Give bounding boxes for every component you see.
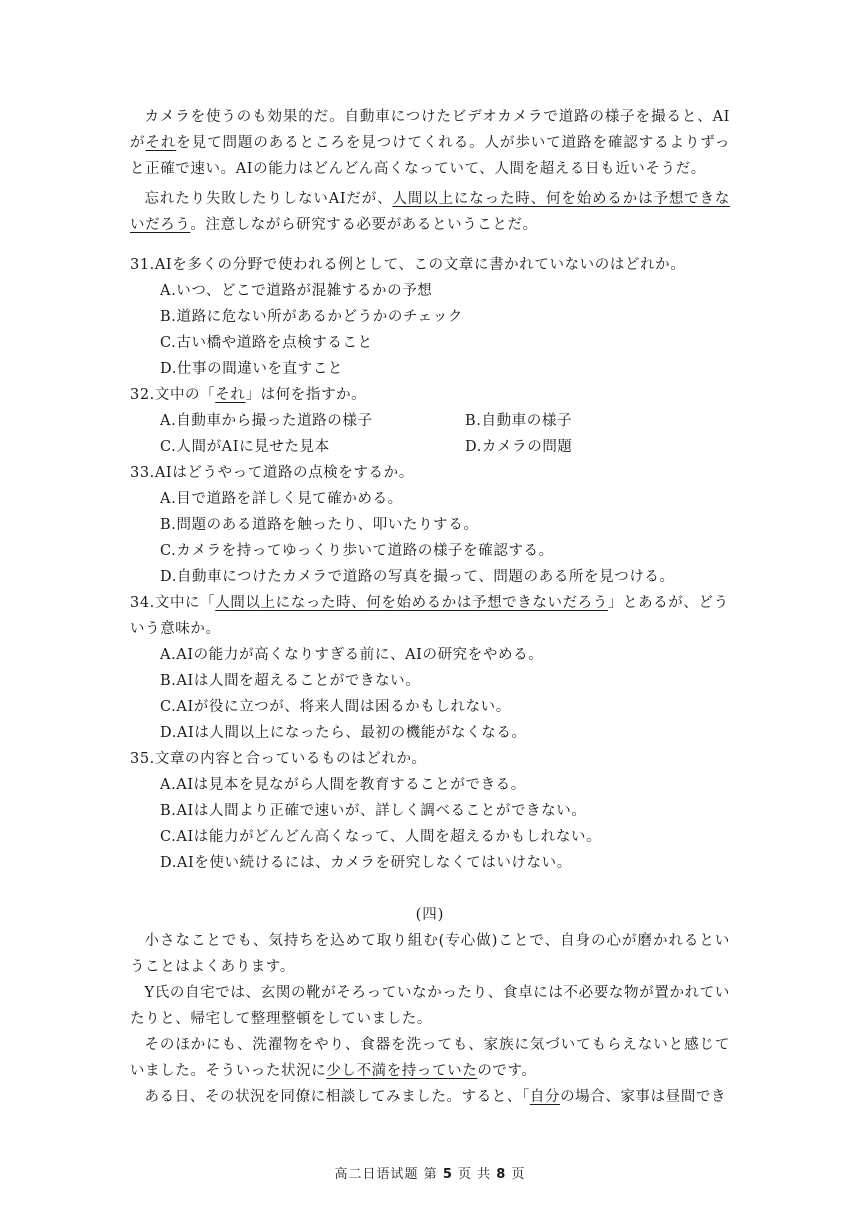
question-32 bbox=[130, 382, 730, 460]
option-a: A.目で道路を詳しく見て確かめる。 bbox=[160, 491, 403, 507]
option-d: D.AIを使い続けるには、カメラを研究しなくてはいけない。 bbox=[160, 855, 572, 871]
option-c: C.AIが役に立つが、将来人間は困るかもしれない。 bbox=[160, 699, 511, 715]
page-number: 5 bbox=[442, 1167, 453, 1182]
section4-paragraph-1: 小さなことでも、気持ちを込めて取り組む(专心做)ことで、自身の心が磨かれるということはよくあります。 bbox=[130, 933, 730, 975]
option-b: B.問題のある道路を触ったり、叩いたりする。 bbox=[160, 517, 479, 533]
total-pages: 8 bbox=[496, 1167, 507, 1182]
question-stem: 35.文章の内容と合っているものはどれか。 bbox=[130, 751, 427, 767]
option-d: D.自動車につけたカメラで道路の写真を撮って、問題のある所を見つける。 bbox=[160, 569, 675, 585]
option-a: A.AIは見本を見ながら人間を教育することができる。 bbox=[160, 777, 526, 793]
section-title: (四) bbox=[415, 907, 445, 923]
option-row bbox=[160, 408, 730, 434]
section4-paragraph-2: Y氏の自宅では、玄関の靴がそろっていなかったり、食卓には不必要な物が置かれていたりと、帰宅して整理整頓をしていました。 bbox=[130, 985, 730, 1027]
question-34 bbox=[130, 590, 730, 746]
question-stem: 32.文中の「それ」は何を指すか。 bbox=[130, 387, 367, 403]
underlined-text-prediction: 人間以上になった時、何を始めるかは予想できないだろう bbox=[130, 191, 730, 233]
option-a: A.AIの能力が高くなりすぎる前に、AIの研究をやめる。 bbox=[160, 647, 544, 663]
option-b: B.AIは人間より正確で速いが、詳しく調べることができない。 bbox=[160, 803, 587, 819]
section4-paragraph-3: そのほかにも、洗濯物をやり、食器を洗っても、家族に気づいてもらえないと感じていました。そういった状況に少し不満を持っていたのです。 bbox=[130, 1037, 730, 1079]
question-35 bbox=[130, 746, 730, 876]
option-b: B.AIは人間を超えることができない。 bbox=[160, 673, 421, 689]
page-content bbox=[130, 104, 730, 1110]
option-a: A.自動車から撮った道路の様子 bbox=[160, 413, 373, 429]
option-c: C.カメラを持ってゆっくり歩いて道路の様子を確認する。 bbox=[160, 543, 554, 559]
option-b: B.自動車の様子 bbox=[465, 413, 573, 429]
option-d: D.仕事の間違いを直すこと bbox=[160, 361, 344, 377]
question-stem: 34.文中に「人間以上になった時、何を始めるかは予想できないだろう」とあるが、どういう意味か。 bbox=[130, 595, 729, 637]
option-a: A.いつ、どこで道路が混雑するかの予想 bbox=[160, 283, 433, 299]
option-d: D.AIは人間以上になったら、最初の機能がなくなる。 bbox=[160, 725, 527, 741]
option-row bbox=[160, 434, 730, 460]
section4-paragraph-4: ある日、その状況を同僚に相談してみました。すると、「自分の場合、家事は昼間でき bbox=[144, 1089, 727, 1105]
question-33 bbox=[130, 460, 730, 590]
question-stem: 33.AIはどうやって道路の点検をするか。 bbox=[130, 465, 414, 481]
passage-paragraph-2: 忘れたり失敗したりしないAIだが、人間以上になった時、何を始めるかは予想できないだろう。注意しながら研究する必要があるということだ。 bbox=[130, 191, 730, 233]
option-d: D.カメラの問題 bbox=[465, 439, 573, 455]
passage-paragraph-1: カメラを使うのも効果的だ。自動車につけたビデオカメラで道路の様子を撮ると、AIがそれを見て問題のあるところを見つけてくれる。人が歩いて道路を確認するよりずっと正確で速い。AIの能力はどんどん高くなっていて、人間を超える日も近いそうだ。 bbox=[130, 109, 731, 177]
page-footer: 高二日语试题 第 5 页 共 8 页 bbox=[334, 1167, 526, 1182]
option-c: C.AIは能力がどんどん高くなって、人間を超えるかもしれない。 bbox=[160, 829, 602, 845]
option-c: C.人間がAIに見せた見本 bbox=[160, 439, 330, 455]
question-stem: 31.AIを多くの分野で使われる例として、この文章に書かれていないのはどれか。 bbox=[130, 257, 686, 273]
option-c: C.古い橋や道路を点検すること bbox=[160, 335, 373, 351]
option-b: B.道路に危ない所があるかどうかのチェック bbox=[160, 309, 463, 325]
underlined-text-sore: それ bbox=[145, 135, 177, 151]
question-31 bbox=[130, 252, 730, 382]
